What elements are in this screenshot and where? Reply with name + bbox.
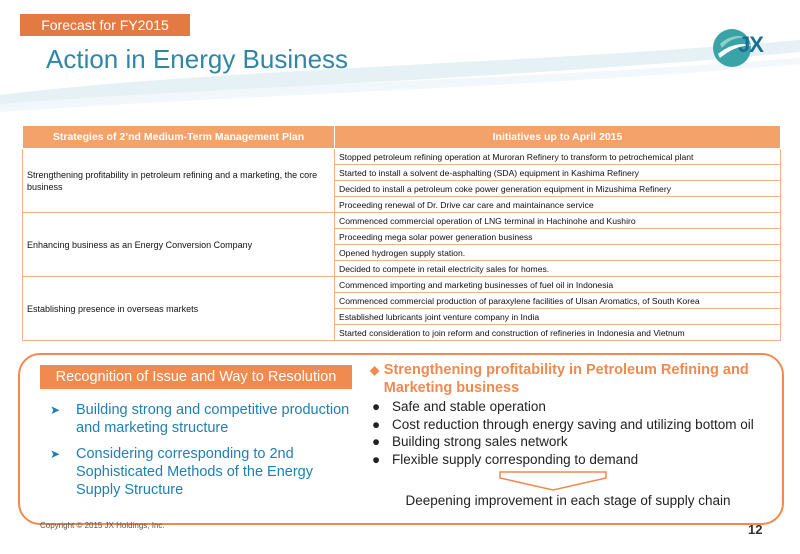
- forecast-tag: Forecast for FY2015: [20, 14, 190, 36]
- page-title: Action in Energy Business: [46, 44, 349, 74]
- initiative-cell: Commenced importing and marketing businesses of fuel oil in Indonesia: [335, 277, 781, 293]
- down-arrow-icon: [498, 470, 608, 492]
- initiative-cell: Commenced commercial production of paraxylene facilities of Ulsan Aromatics, of South Korea: [335, 293, 781, 309]
- diamond-bullet-icon: ◆: [370, 363, 380, 377]
- list-item: [372, 451, 782, 469]
- conclusion-text: Deepening improvement in each stage of supply chain: [405, 493, 731, 508]
- table-row: [23, 149, 781, 165]
- list-item: [372, 398, 782, 416]
- page-number: 12: [748, 522, 763, 537]
- table-row: [23, 277, 781, 293]
- initiative-cell: Proceeding mega solar power generation business: [335, 229, 781, 245]
- initiative-cell: Started to install a solvent de-asphalting (SDA) equipment in Kashima Refinery: [335, 165, 781, 181]
- logo-text: JX: [738, 32, 763, 57]
- initiative-cell: Opened hydrogen supply station.: [335, 245, 781, 261]
- copyright: Copyright © 2015 JX Holdings, Inc.: [40, 521, 165, 530]
- recognition-bullets: [50, 401, 350, 507]
- column-header-initiatives: Initiatives up to April 2015: [335, 126, 781, 149]
- bullet-text: Safe and stable operation: [392, 399, 546, 414]
- arrow-bullet-icon: ➤: [50, 403, 61, 417]
- dot-bullet-icon: ●: [372, 399, 381, 414]
- list-item: [50, 401, 350, 437]
- bullet-text: Considering corresponding to 2nd Sophisticated Methods of the Energy Supply Structure: [76, 446, 313, 498]
- strengthening-heading: [370, 361, 770, 397]
- dot-bullet-icon: ●: [372, 434, 381, 449]
- strategy-cell: Enhancing business as an Energy Conversion Company: [23, 213, 335, 277]
- bullet-text: Flexible supply corresponding to demand: [392, 451, 639, 467]
- table-row: [23, 213, 781, 229]
- arrow-bullet-icon: ➤: [50, 447, 61, 461]
- strategy-table: [22, 125, 781, 341]
- list-item: [50, 445, 350, 499]
- initiative-cell: Commenced commercial operation of LNG terminal in Hachinohe and Kushiro: [335, 213, 781, 229]
- initiative-cell: Stopped petroleum refining operation at Muroran Refinery to transform to petrochemical plant: [335, 149, 781, 165]
- strategy-cell: Establishing presence in overseas markets: [23, 277, 335, 341]
- initiative-cell: Started consideration to join reform and construction of refineries in Indonesia and Vietnum: [335, 325, 781, 341]
- bullet-text: Building strong and competitive production and marketing structure: [76, 402, 350, 436]
- initiative-cell: Decided to compete in retail electricity sales for homes.: [335, 261, 781, 277]
- initiative-cell: Proceeding renewal of Dr. Drive car care and maintainance service: [335, 197, 781, 213]
- list-item: [372, 416, 782, 434]
- bullet-text: Cost reduction through energy saving and utilizing bottom oil: [392, 416, 754, 432]
- column-header-strategies: Strategies of 2’nd Medium-Term Management Plan: [23, 126, 335, 149]
- dot-bullet-icon: ●: [372, 416, 381, 432]
- table-header-row: [23, 126, 781, 149]
- strengthening-bullets: [372, 398, 782, 468]
- initiative-cell: Established lubricants joint venture company in India: [335, 309, 781, 325]
- heading-text: Strengthening profitability in Petroleum Refining and Marketing business: [383, 362, 749, 396]
- list-item: [372, 433, 782, 451]
- bullet-text: Building strong sales network: [392, 434, 568, 449]
- dot-bullet-icon: ●: [372, 451, 381, 467]
- strategy-cell: Strengthening profitability in petroleum refining and a marketing, the core business: [23, 149, 335, 213]
- recognition-label: Recognition of Issue and Way to Resolution: [40, 365, 352, 389]
- initiative-cell: Decided to install a petroleum coke power generation equipment in Mizushima Refinery: [335, 181, 781, 197]
